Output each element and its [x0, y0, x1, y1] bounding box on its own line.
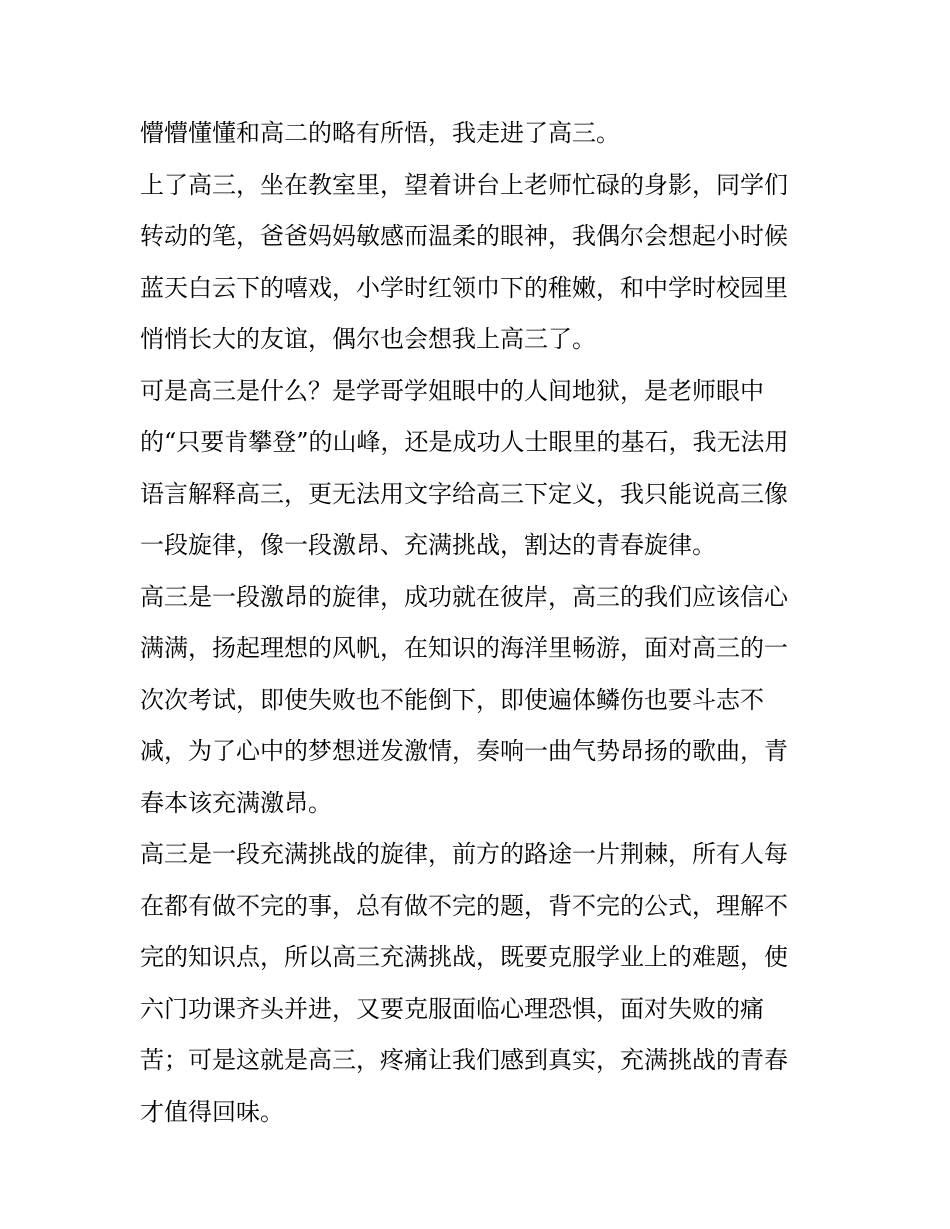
text-line: 完的知识点，所以高三充满挑战，既要克服学业上的难题，使 [140, 943, 788, 971]
document-body [140, 108, 830, 1138]
text-line: 高三是一段充满挑战的旋律，前方的路途一片荆棘，所有人每 [140, 840, 788, 868]
text-line: 满满，扬起理想的风帆，在知识的海洋里畅游，面对高三的一 [140, 634, 788, 662]
text-line: 高三是一段激昂的旋律，成功就在彼岸，高三的我们应该信心 [140, 582, 788, 611]
text-line: 一段旋律，像一段激昂、充满挑战，割达的青春旋律。 [140, 531, 716, 559]
text-line: 才值得回味。 [140, 1097, 284, 1126]
text-line: 转动的笔，爸爸妈妈敏感而温柔的眼神，我偶尔会想起小时候 [140, 222, 788, 250]
text-line: 在都有做不完的事，总有做不完的题，背不完的公式，理解不 [140, 891, 788, 920]
text-line: 懵懵懂懂和高二的略有所悟，我走进了高三。 [140, 119, 620, 147]
text-line: 的“只要肯攀登”的山峰，还是成功人士眼里的基石，我无法用 [140, 428, 789, 456]
text-line: 上了高三，坐在教室里，望着讲台上老师忙碌的身影，同学们 [140, 170, 788, 199]
text-line: 次次考试，即使失败也不能倒下，即使遍体鳞伤也要斗志不 [140, 685, 764, 714]
text-line: 可是高三是什么？是学哥学姐眼中的人间地狱，是老师眼中 [140, 376, 764, 405]
text-line: 六门功课齐头并进，又要克服面临心理恐惧，面对失败的痛 [140, 994, 764, 1023]
text-line: 减，为了心中的梦想迸发激情，奏响一曲气势昂扬的歌曲，青 [140, 737, 788, 765]
text-line: 语言解释高三，更无法用文字给高三下定义，我只能说高三像 [140, 479, 788, 508]
text-line: 春本该充满激昂。 [140, 788, 332, 817]
text-line: 悄悄长大的友谊，偶尔也会想我上高三了。 [140, 325, 596, 353]
text-line: 蓝天白云下的嘻戏，小学时红领巾下的稚嫩，和中学时校园里 [140, 273, 788, 302]
text-line: 苦；可是这就是高三，疼痛让我们感到真实，充满挑战的青春 [140, 1046, 788, 1074]
